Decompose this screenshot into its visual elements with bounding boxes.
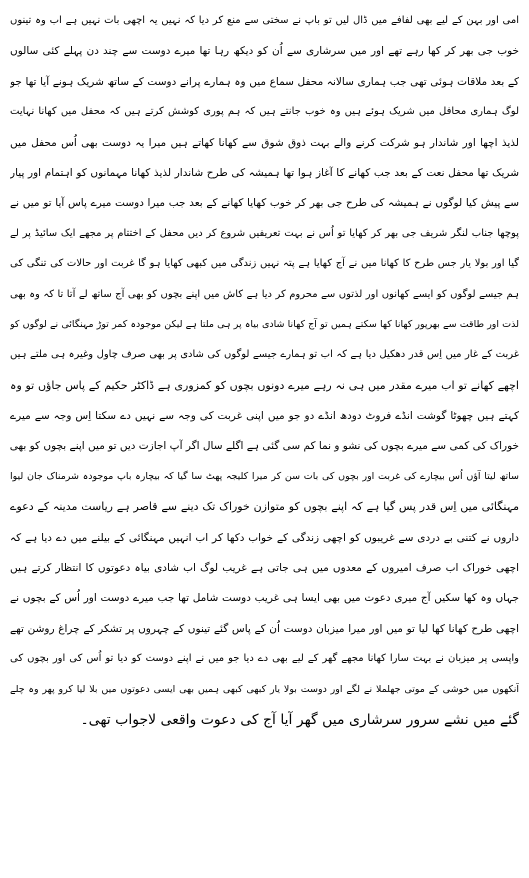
text-line: کہتے ہیں چھوٹا گوشت انڈے فروٹ دودھ انڈے دو جو میں اپنی غربت کی وجہ سے نہیں دے سکتا اِس وجہ سے میرے bbox=[10, 410, 519, 423]
text-line: لوگ ہماری محافل میں شریک ہوئے ہیں وہ خوب جانتے ہیں کہ ہم پوری کوشش کرتے ہیں کہ محفل میں کھانا نہایت bbox=[10, 106, 519, 118]
text-line: اچھی خوراک اب صرف امیروں کے معدوں میں ہی جاتی ہے غریب لوگ اب شادی بیاہ دعوتوں کا انتظار کرتے ہیں bbox=[10, 562, 519, 575]
text-line: پوچھا جناب لنگر شریف جی بھر کر کھایا تو اُس نے بہت تعریفیں شروع کر دیں محفل کے اختتام پر مجھے ایک سائیڈ پر لے bbox=[10, 227, 519, 239]
text-line: مہنگائی میں اِس قدر پس گیا ہے کہ اپنے بچوں کو متوازن خوراک تک دینے سے قاصر ہے ریاست مدینہ کے دعوے bbox=[10, 500, 519, 514]
text-line: امی اور بہن کے لیے بھی لفافے میں ڈال لیں تو باپ نے سختی سے منع کر دیا کہ نہیں یہ اچھی بات نہیں ہے اب وہ تینوں bbox=[10, 15, 519, 26]
text-line: ہم جیسے لوگوں کو ایسے کھانوں اور لذتوں سے محروم کر دیا ہے کاش میں اپنے بچوں کو بھی آج ساتھ لے آتا تا کہ وہ بھی bbox=[10, 288, 519, 300]
text-line: واپسی پر میزبان نے بہت سارا کھانا مجھے گھر کے لیے بھی دے دیا جو میں نے اپنے دوست کو دیا تو اُس کی اور بچوں کی bbox=[10, 653, 519, 665]
text-line: کے بعد ملاقات ہوئی تھی جب ہماری سالانہ محفل سماع میں وہ ہمارے پرانے دوست کے ساتھ شریک ہونے آیا تھا جو bbox=[10, 75, 519, 88]
text-line-last: گئے میں نشے سرور سرشاری میں گھر آیا آج کی دعوت واقعی لاجواب تھی۔ bbox=[80, 711, 519, 728]
text-line: شریک تھا محفل نعت کے بعد جب کھانے کا آغاز ہوا تھا ہمیشہ کی طرح شاندار لذیذ کھانا مہمانوں کو اہتمام اور پیار bbox=[10, 166, 519, 179]
text-line: اچھے کھانے تو اب میرے مقدر میں ہی نہ رہے میرے دونوں بچوں کو کمزوری ہے ڈاکٹر حکیم کے پاس جاؤں تو وہ bbox=[10, 378, 519, 392]
text-line: جہاں وہ کھا سکیں آج میری دعوت میں بھی ایسا ہی غریب دوست شامل تھا جب میرے دوست اور اُس کے بچوں نے bbox=[10, 592, 519, 605]
text-line: لذت اور طاقت سے بھرپور کھانا کھا سکتے ہمیں تو آج کھانا شادی بیاہ پر ہی ملتا ہے لیکن موجودہ کمر توڑ مہنگائی نے لوگوں کو bbox=[10, 318, 519, 330]
text-line: گیا اور بولا یار جس طرح کا کھانا میں نے آج کھایا ہے پتہ نہیں زندگی میں کبھی کھایا ہو گا غربت اور حالات کی تنگی کی bbox=[10, 258, 519, 270]
text-line: داروں نے کتنی بے دردی سے غریبوں کو اچھی زندگی کے خواب دکھا کر اب انہیں مہنگائی کے بیلنے میں دے دیا ہے کہ bbox=[10, 531, 519, 544]
text-line: ساتھ لیتا آؤں اُس بیچارے کی غربت اور بچوں کی بات سن کر میرا کلیجہ پھٹ سا گیا کہ بیچارہ باپ موجودہ شرمناک جان لیوا bbox=[10, 470, 519, 482]
text-line: اچھی طرح کھانا کھا لیا تو میں اور میرا میزبان دوست اُن کے پاس گئے تینوں کے چہروں پر تشکر کے چراغ روشن تھے bbox=[10, 622, 519, 635]
text-line: خوب جی بھر کر کھا رہے تھے اور میں سرشاری سے اُن کو دیکھ رہا تھا میرے دوست سے چند دن پہلے کئی سالوں bbox=[10, 45, 519, 58]
text-line: لذیذ اچھا اور شاندار ہو شرکت کرنے والے بہت ذوق شوق سے کھانا کھاتے ہیں میرا یہ دوست بھی اُس محفل میں bbox=[10, 136, 519, 149]
text-line: آنکھوں میں خوشی کے موتی جھلملا نے لگے اور دوست بولا یار کبھی کبھی ہمیں بھی ایسی دعوتوں میں بلا لیا کرو پھر وہ چلے bbox=[10, 683, 519, 695]
text-line: سے پیش کیا لوگوں نے ہمیشہ کی طرح جی بھر کر خوب کھایا کھانے کے بعد جب میرا دوست میرے پاس آیا تو میں نے bbox=[10, 197, 519, 210]
text-line: غربت کے غار میں اِس قدر دھکیل دیا ہے کہ اب تو ہمارے جیسے لوگوں کی شادی پر بھی صرف چاول وغیرہ ہی ملتے ہیں bbox=[10, 349, 519, 361]
text-line: خوراک کی کمی سے میرے بچوں کی نشو و نما کم سی گئی ہے اگلے سال اگر آپ اجازت دیں تو میں اپنے بچوں کو بھی bbox=[10, 440, 519, 453]
